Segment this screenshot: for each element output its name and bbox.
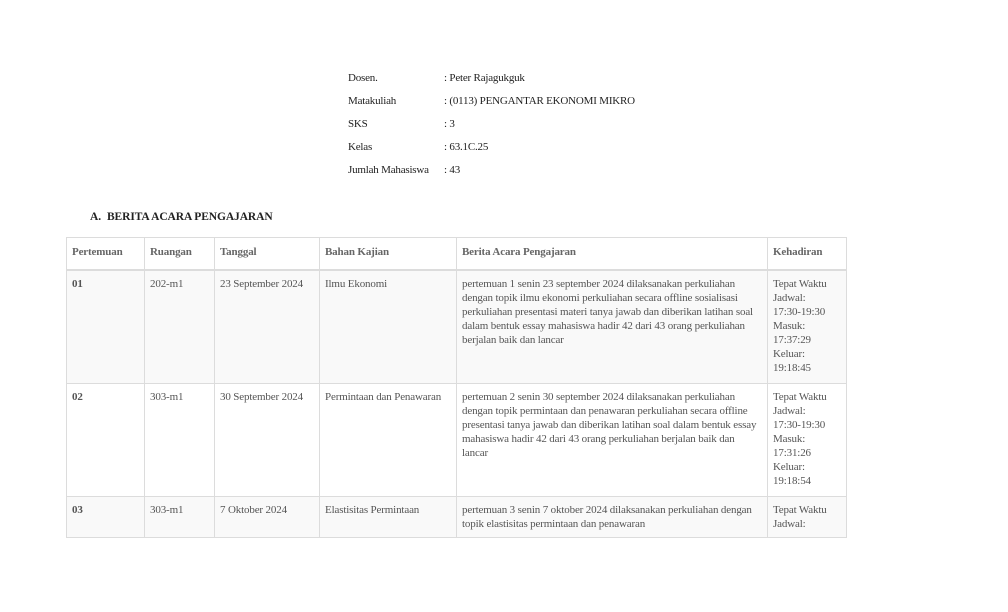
info-label: SKS <box>348 118 368 130</box>
info-value: : Peter Rajagukguk <box>444 72 525 84</box>
section-title-text: BERITA ACARA PENGAJARAN <box>106 211 273 223</box>
cell-ruangan: 303-m1 <box>145 384 215 497</box>
cell-bahan-kajian: Permintaan dan Penawaran <box>320 384 457 497</box>
info-value: : (0113) PENGANTAR EKONOMI MIKRO <box>444 95 635 107</box>
info-row-jumlah-mahasiswa <box>348 162 635 185</box>
kehadiran-status: Tepat Waktu <box>773 278 827 290</box>
info-row-matakuliah <box>348 93 635 116</box>
cell-bahan-kajian: Elastisitas Permintaan <box>320 497 457 538</box>
cell-pertemuan: 01 <box>67 270 145 384</box>
cell-kehadiran <box>768 497 847 538</box>
cell-bahan-kajian: Ilmu Ekonomi <box>320 270 457 384</box>
cell-tanggal: 30 September 2024 <box>215 384 320 497</box>
course-info <box>348 70 635 185</box>
cell-berita-acara: pertemuan 3 senin 7 oktober 2024 dilaksanakan perkuliahan dengan topik elastisitas permintaan dan penawaran <box>457 497 768 538</box>
info-row-kelas <box>348 139 635 162</box>
kehadiran-masuk-value: 17:31:26 <box>773 447 811 459</box>
cell-berita-acara: pertemuan 2 senin 30 september 2024 dilaksanakan perkuliahan dengan topik permintaan dan penawaran perkuliahan secara offline presentasi tanya jawab dan diberikan latihan soal dalam bentuk essay mahasiswa hadir 42 dari 43 orang perkuliahan berjalan baik dan lancar <box>457 384 768 497</box>
kehadiran-masuk-label: Masuk: <box>773 320 806 332</box>
table-row <box>67 270 847 384</box>
info-label: Matakuliah <box>348 95 397 107</box>
kehadiran-jadwal-label: Jadwal: <box>773 405 806 417</box>
header-berita-acara: Berita Acara Pengajaran <box>457 238 768 271</box>
header-bahan-kajian: Bahan Kajian <box>320 238 457 271</box>
section-number: A. <box>90 211 101 223</box>
kehadiran-status: Tepat Waktu <box>773 391 827 403</box>
kehadiran-keluar-value: 19:18:54 <box>773 475 811 487</box>
header-kehadiran: Kehadiran <box>768 238 847 271</box>
info-value: : 43 <box>444 164 461 176</box>
info-value: : 3 <box>444 118 455 130</box>
info-value: : 63.1C.25 <box>444 141 489 153</box>
kehadiran-status: Tepat Waktu <box>773 504 827 516</box>
cell-pertemuan: 02 <box>67 384 145 497</box>
table-row <box>67 384 847 497</box>
cell-ruangan: 202-m1 <box>145 270 215 384</box>
kehadiran-jadwal-label: Jadwal: <box>773 292 806 304</box>
info-row-sks <box>348 116 635 139</box>
info-label: Kelas <box>348 141 373 153</box>
cell-pertemuan: 03 <box>67 497 145 538</box>
header-pertemuan: Pertemuan <box>67 238 145 271</box>
cell-kehadiran <box>768 270 847 384</box>
kehadiran-masuk-label: Masuk: <box>773 433 806 445</box>
cell-ruangan: 303-m1 <box>145 497 215 538</box>
kehadiran-masuk-value: 17:37:29 <box>773 334 811 346</box>
kehadiran-keluar-value: 19:18:45 <box>773 362 811 374</box>
cell-kehadiran <box>768 384 847 497</box>
header-tanggal: Tanggal <box>215 238 320 271</box>
kehadiran-keluar-label: Keluar: <box>773 348 805 360</box>
info-row-dosen <box>348 70 635 93</box>
header-ruangan: Ruangan <box>145 238 215 271</box>
info-label: Jumlah Mahasiswa <box>348 164 429 176</box>
cell-tanggal: 23 September 2024 <box>215 270 320 384</box>
table-row <box>67 497 847 538</box>
kehadiran-jadwal-value: 17:30-19:30 <box>773 306 826 318</box>
cell-tanggal: 7 Oktober 2024 <box>215 497 320 538</box>
table-header-row <box>67 238 847 271</box>
cell-berita-acara: pertemuan 1 senin 23 september 2024 dilaksanakan perkuliahan dengan topik ilmu ekonomi perkuliahan secara offline sosialisasi perkuliahan presentasi materi tanya jawab dan diberikan latihan soal dalam bentuk essay mahasiswa hadir 42 dari 43 orang perkuliahan berjalan baik dan lancar <box>457 270 768 384</box>
info-label: Dosen. <box>348 72 378 84</box>
berita-acara-table <box>66 237 847 538</box>
kehadiran-keluar-label: Keluar: <box>773 461 805 473</box>
kehadiran-jadwal-value: 17:30-19:30 <box>773 419 826 431</box>
kehadiran-jadwal-label: Jadwal: <box>773 518 806 530</box>
section-heading <box>90 211 273 223</box>
